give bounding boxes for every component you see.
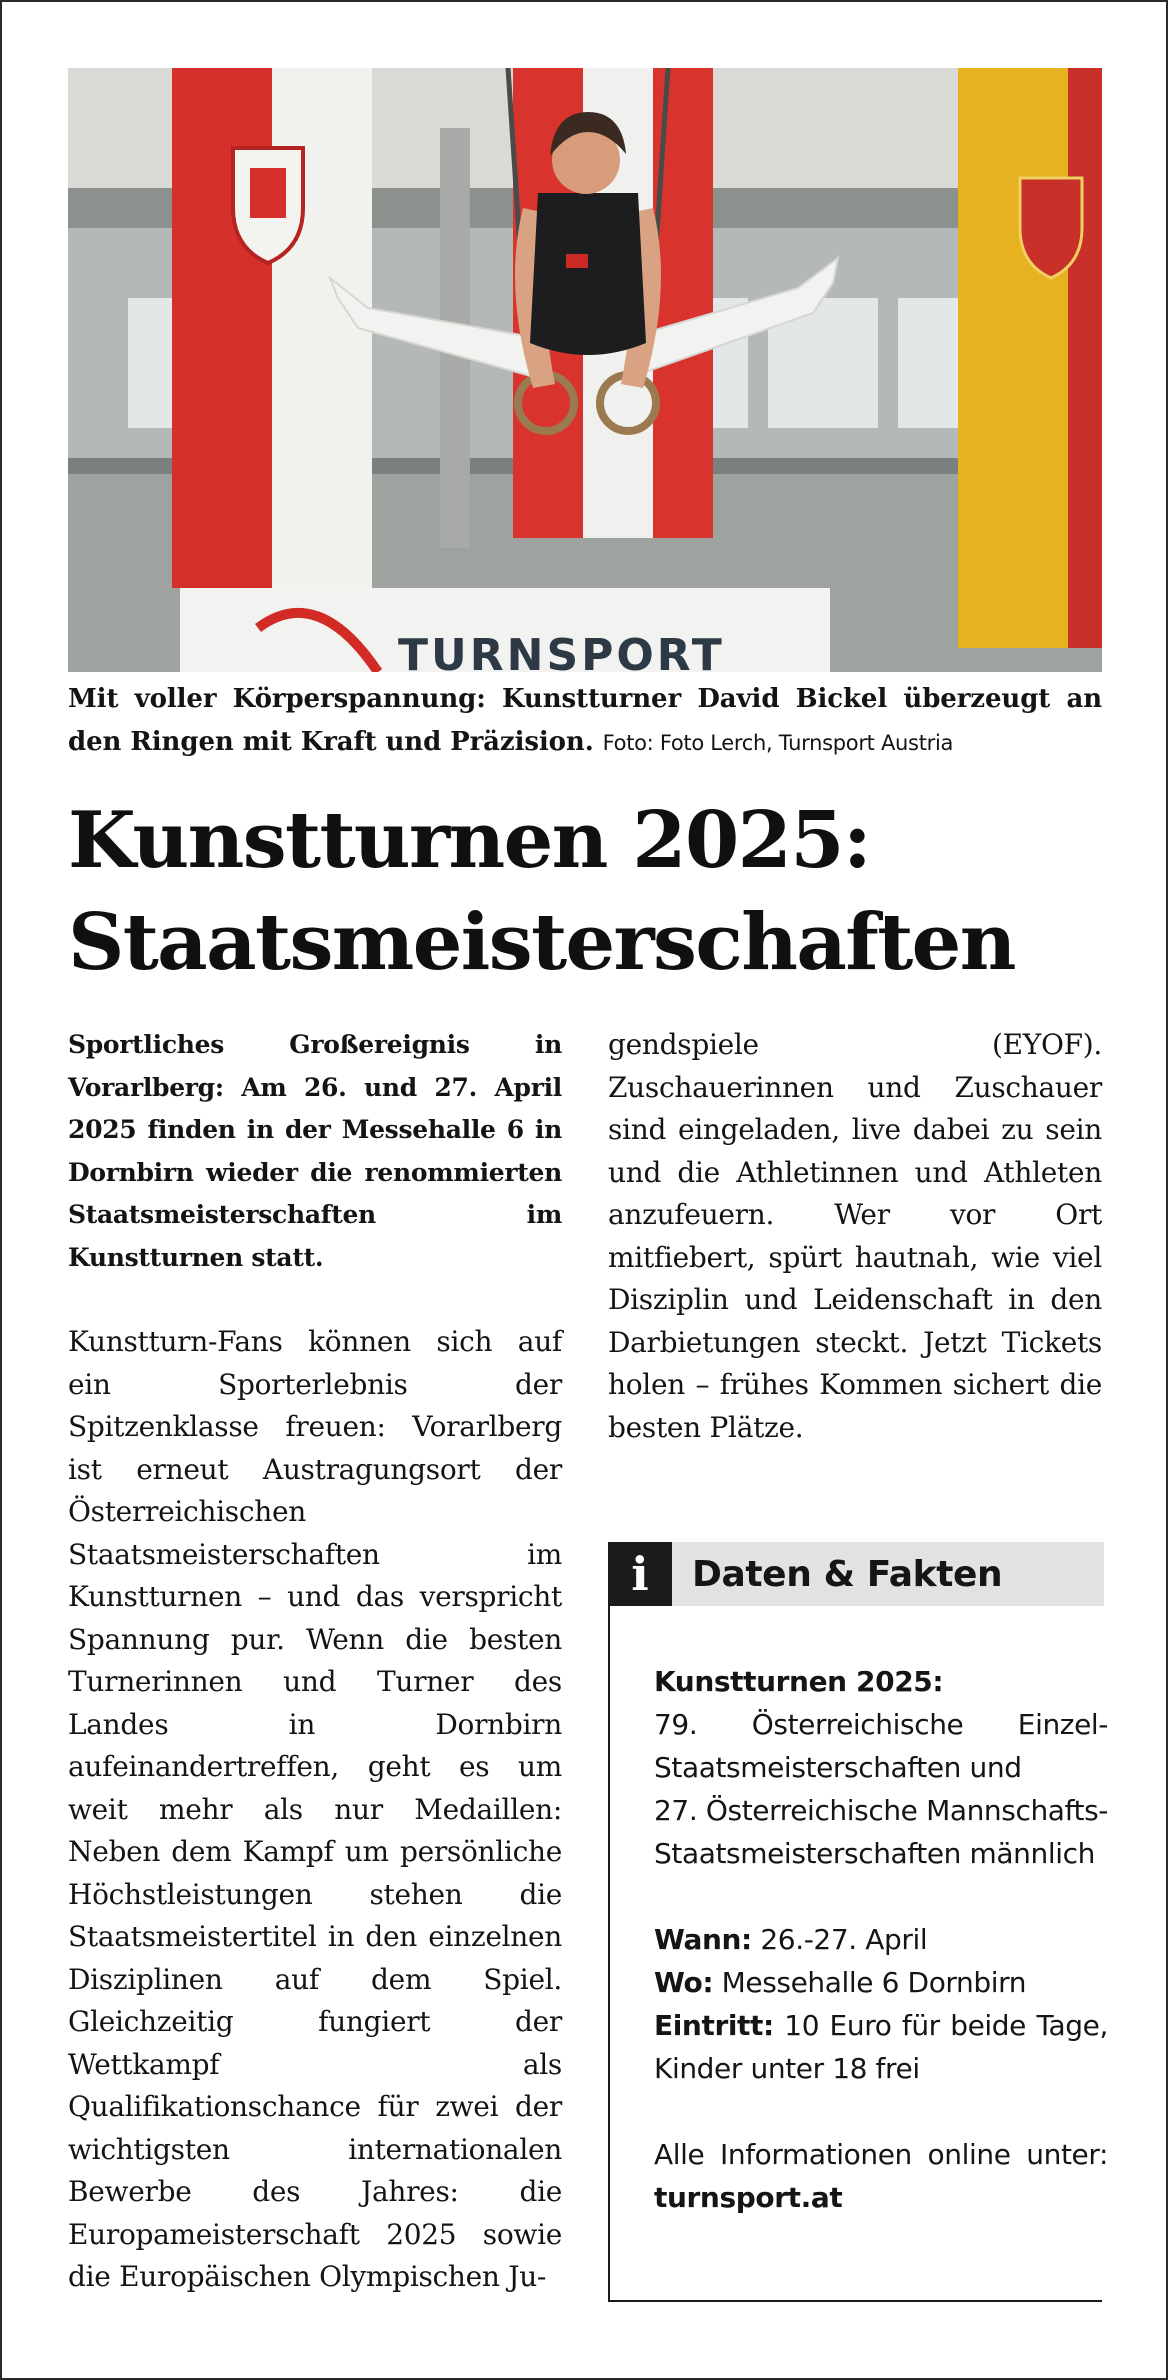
event-title: Kunstturnen 2025: — [654, 1665, 944, 1698]
info-text: Alle Informationen online unter: — [654, 2138, 1108, 2171]
page-title — [68, 790, 1128, 994]
article-body-left: Kunstturn-Fans können sich auf ein Sporterlebnis der Spitzenklasse freuen: Vorarlberg ist erneut Austragungsort der Österreichischen Staatsmeisterschaften im Kunstturnen – und das verspricht Spannung pur. Wenn die besten Turnerinnen und Turner des Landes in Dornbirn aufeinandertreffen, geht es um weit mehr als nur Medaillen: Neben dem Kampf um persönliche Höchstleistungen stehen die Staatsmeistertitel in den einzelnen Disziplinen auf dem Spiel. Gleichzeitig fungiert der Wettkampf als Qualifikationschance für zwei der wichtigsten internationalen Bewerbe des Jahres: die Europameisterschaft 2025 sowie die Europäischen Olympischen Ju- — [68, 1325, 562, 2293]
event-description-1: 79. Österreichische Einzel-Staatsmeisterschaften und — [654, 1708, 1108, 1784]
article-body-right: gendspiele (EYOF). Zuschauerinnen und Zuschauer sind eingeladen, live dabei zu sein und die Athletinnen und Athleten anzufeuern. Wer vor Ort mitfiebert, spürt hautnah, wie viel Disziplin und Leidenschaft in den Darbietungen steckt. Jetzt Tickets holen – frühes Kommen sichert die besten Plätze. — [608, 1028, 1102, 1444]
when-value: 26.-27. April — [760, 1923, 928, 1956]
event-entry — [654, 2004, 1108, 2090]
gymnast-photo — [68, 68, 1102, 672]
fact-box-title: Daten & Fakten — [692, 1553, 1003, 1595]
photo-caption — [68, 678, 1102, 765]
where-value: Messehalle 6 Dornbirn — [721, 1966, 1027, 1999]
where-label: Wo: — [654, 1966, 714, 1999]
event-when — [654, 1918, 1108, 1961]
headline-line-2: Staatsmeisterschaften — [68, 897, 1015, 988]
fact-box-body — [654, 1660, 1108, 2219]
gymnast-rings-illustration — [68, 68, 1102, 672]
banner-text: TURNSPORT — [398, 630, 725, 672]
info-line — [654, 2133, 1108, 2219]
entry-value: 10 Euro für beide Tage, Kinder unter 18 frei — [654, 2009, 1108, 2085]
event-description-2: 27. Österreichische Mannschafts-Staatsmeisterschaften männlich — [654, 1794, 1108, 1870]
article-lead: Sportliches Großereignis in Vorarlberg: Am 26. und 27. April 2025 finden in der Messehalle 6 in Dornbirn wieder die renommierten Staatsmeisterschaften im Kunstturnen statt. — [68, 1030, 562, 1272]
fact-box-header — [608, 1542, 1104, 1606]
article-column-left — [68, 1024, 562, 2299]
info-link[interactable]: turnsport.at — [654, 2181, 843, 2214]
entry-label: Eintritt: — [654, 2009, 774, 2042]
event-where — [654, 1961, 1108, 2004]
when-label: Wann: — [654, 1923, 752, 1956]
headline-line-1: Kunstturnen 2025: — [68, 795, 871, 886]
photo-credit: Foto: Foto Lerch, Turnsport Austria — [602, 731, 954, 755]
caption-text: Mit voller Körperspannung: Kunstturner David Bickel überzeugt an den Ringen mit Kraft und Präzision. — [68, 684, 1102, 757]
fact-box — [608, 1542, 1108, 2302]
article-column-right — [608, 1024, 1102, 1449]
info-icon: i — [608, 1542, 672, 1606]
